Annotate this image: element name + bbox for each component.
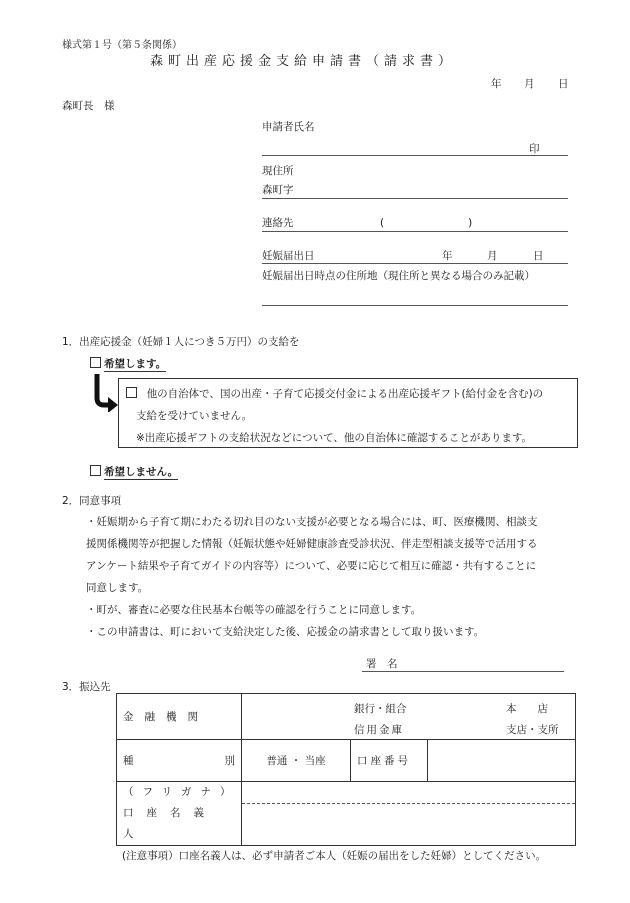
branch-option-branch: 支店・支所 xyxy=(506,723,559,736)
seal-mark: 印 xyxy=(529,143,540,155)
signature-label: 署 名 xyxy=(366,658,398,670)
form-number: 様式第１号（第５条関係） xyxy=(62,40,182,51)
consent-line4: 同意します。 xyxy=(86,582,149,594)
note-line3: ※出産応援ギフトの支給状況などについて、他の自治体に確認することがあります。 xyxy=(136,432,533,444)
bank-option-bank: 銀行・組合 xyxy=(354,702,407,715)
wish-checkbox[interactable] xyxy=(90,357,101,368)
bank-option-shinkin: 信用金庫 xyxy=(354,723,404,736)
section1-heading: 1．出産応援金（妊婦１人につき５万円）の支給を xyxy=(62,336,300,348)
no-wish-label: 希望しません。 xyxy=(104,466,179,478)
type-value-cell[interactable] xyxy=(242,740,351,782)
section2-heading: 2．同意事項 xyxy=(62,495,122,507)
pregnancy-year: 年 xyxy=(442,250,453,262)
account-no-cell[interactable] xyxy=(428,740,576,782)
contact-line[interactable] xyxy=(262,231,568,232)
bank-name-cell[interactable] xyxy=(242,694,576,740)
furigana-field[interactable] xyxy=(242,783,575,804)
furigana-label: （フリガナ） xyxy=(123,786,240,798)
signature-line[interactable] xyxy=(362,671,564,672)
pregnancy-month: 月 xyxy=(487,250,498,262)
section3-heading: 3．振込先 xyxy=(62,681,111,693)
arrow-icon xyxy=(90,372,120,412)
note-line1 xyxy=(126,386,543,401)
pregnancy-day: 日 xyxy=(533,250,544,262)
type-label-cell xyxy=(117,740,242,782)
address-line[interactable] xyxy=(262,198,568,199)
note-line2: 支給を受けていません。 xyxy=(136,410,253,422)
applicant-name-line[interactable] xyxy=(262,155,568,156)
holder-label-cell xyxy=(117,782,242,846)
type-label: 種 別 xyxy=(123,755,235,767)
account-no-label-cell xyxy=(351,740,428,782)
consent-line1: ・妊娠期から子育て期にわたる切れ目のない支援が必要となる場合には、町、医療機関、相談支 xyxy=(86,516,538,528)
consent-line5: ・町が、審査に必要な住民基本台帳等の確認を行うことに同意します。 xyxy=(86,604,422,616)
note-text1: 他の自治体で、国の出産・子育て応援交付金による出産応援ギフト(給付金を含む)の xyxy=(146,388,544,400)
no-wish-option[interactable] xyxy=(90,464,178,479)
date-year: 年 xyxy=(491,78,502,90)
account-no-label: 口座番号 xyxy=(357,755,411,767)
bank-label-cell xyxy=(117,694,242,740)
wish-option[interactable] xyxy=(90,356,166,371)
pregnancy-address-line[interactable] xyxy=(262,305,568,306)
contact-parens: ( ) xyxy=(380,217,473,229)
consent-line2: 援関係機関等が把握した情報（妊娠状態や妊婦健康診査受診状況、伴走型相談支援等で活用する xyxy=(86,538,538,550)
page-title: 森町出産応援金支給申請書（請求書） xyxy=(150,54,457,69)
type-value: 普通 ・ 当座 xyxy=(266,755,326,767)
addressee: 森町長 様 xyxy=(62,100,115,112)
pregnancy-address-label: 妊娠届出日時点の住所地（現住所と異なる場合のみ記載） xyxy=(262,270,535,282)
holder-label: 口座名義人 xyxy=(123,807,217,840)
consent-line3: アンケート結果や子育てガイドの内容等）について、必要に応じて相互に確認・共有することに xyxy=(86,560,537,572)
consent-line6: ・この申請書は、町において支給決定した後、応援金の請求書として取り扱います。 xyxy=(86,626,485,638)
wish-label: 希望します。 xyxy=(104,358,167,370)
note-checkbox[interactable] xyxy=(126,387,137,398)
date-day: 日 xyxy=(558,78,569,90)
bank-label: 金融機関 xyxy=(123,711,209,723)
address-label: 現住所 xyxy=(262,165,294,177)
bank-note: (注意事項）口座名義人は、必ず申請者ご本人（妊娠の届出をした妊婦）としてください。 xyxy=(122,850,547,862)
holder-cell[interactable] xyxy=(242,782,576,846)
holder-field[interactable] xyxy=(242,804,575,844)
no-wish-checkbox[interactable] xyxy=(90,465,101,476)
pregnancy-date-line[interactable] xyxy=(262,263,568,264)
address-prefix: 森町字 xyxy=(262,184,294,196)
branch-option-main: 本 店 xyxy=(506,702,548,715)
pregnancy-date-label: 妊娠届出日 xyxy=(262,250,315,262)
applicant-name-label: 申請者氏名 xyxy=(262,121,315,133)
contact-label: 連絡先 xyxy=(262,217,294,229)
bank-table xyxy=(116,693,576,846)
date-month: 月 xyxy=(524,78,535,90)
